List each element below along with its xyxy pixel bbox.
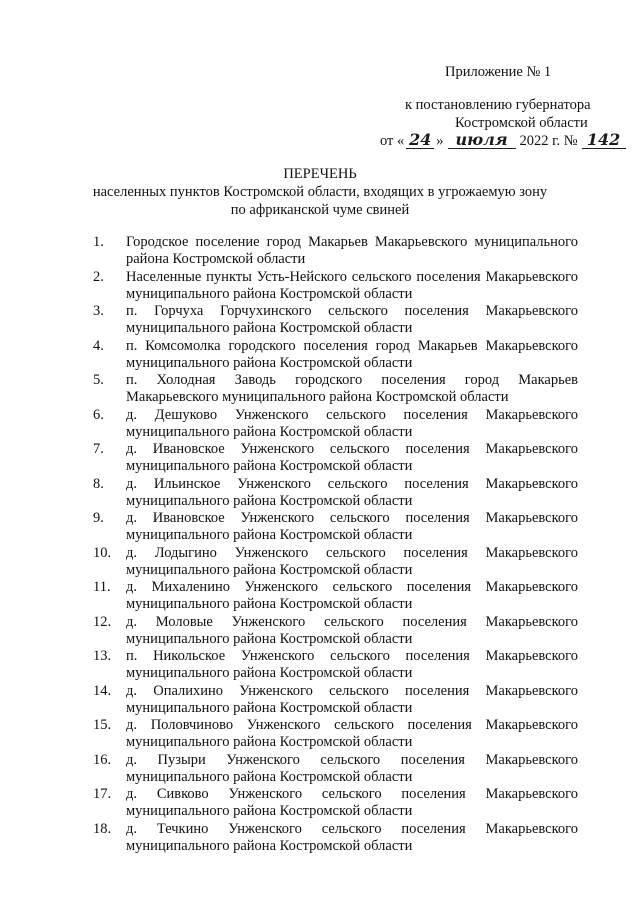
list-item-text: д. Лодыгино Унженского сельского поселения Макарьевского муниципального района Костромской области [126, 544, 578, 578]
year-and-number-label: 2022 г. № [519, 133, 578, 149]
list-item-number: 10. [93, 544, 112, 561]
list-item [93, 648, 578, 683]
list-item-text: п. Комсомолка городского поселения город Макарьев Макарьевского муниципального района Костромской области [126, 337, 578, 371]
list-item [93, 821, 578, 856]
settlements-list [93, 234, 578, 855]
list-item-number: 15. [93, 717, 112, 733]
list-item [93, 338, 578, 373]
list-item [93, 752, 578, 787]
list-item [93, 303, 578, 338]
list-item-number: 18. [93, 820, 112, 837]
list-item-number: 6. [93, 406, 104, 423]
list-item [93, 441, 578, 476]
list-item-text: д. Ивановское Унженского сельского поселения Макарьевского муниципального района Костромской области [126, 441, 578, 474]
document-title: ПЕРЕЧЕНЬ [283, 166, 357, 182]
list-item [93, 614, 578, 649]
list-item [93, 579, 578, 614]
list-item-text: д. Сивково Унженского сельского поселения Макарьевского муниципального района Костромской области [126, 786, 578, 819]
list-item-number: 13. [93, 648, 112, 664]
list-item-number: 3. [93, 303, 104, 319]
list-item-text: д. Половчиново Унженского сельского поселения Макарьевского муниципального района Костромской области [126, 717, 578, 750]
list-item [93, 269, 578, 304]
list-item-number: 12. [93, 613, 112, 630]
date-mid: » [436, 133, 444, 149]
list-item [93, 476, 578, 511]
list-item-number: 4. [93, 337, 104, 354]
list-item-number: 14. [93, 682, 112, 699]
date-prefix: от « [380, 133, 405, 149]
decree-date-line [380, 132, 626, 150]
list-item-number: 8. [93, 475, 104, 492]
list-item-text: Населенные пункты Усть-Нейского сельского поселения Макарьевского муниципального района Костромской области [126, 268, 578, 302]
list-item-number: 2. [93, 268, 104, 285]
list-item-text: д. Моловые Унженского сельского поселения Макарьевского муниципального района Костромской области [126, 613, 578, 647]
list-item [93, 407, 578, 442]
list-item [93, 510, 578, 545]
list-item [93, 234, 578, 269]
decree-reference-line2: Костромской области [455, 115, 588, 131]
list-item-number: 5. [93, 372, 104, 388]
list-item-number: 7. [93, 441, 104, 457]
document-subtitle-line1: населенных пунктов Костромской области, входящих в угрожаемую зону [92, 184, 548, 200]
handwritten-month: июля [448, 132, 516, 149]
list-item [93, 545, 578, 580]
list-item-text: п. Горчуха Горчухинского сельского поселения Макарьевского муниципального района Костромской области [126, 303, 578, 336]
list-item [93, 717, 578, 752]
list-item-text: д. Опалихино Унженского сельского поселения Макарьевского муниципального района Костромской области [126, 682, 578, 716]
decree-reference-line1: к постановлению губернатора [405, 97, 591, 113]
list-item [93, 372, 578, 407]
list-item-text: д. Михаленино Унженского сельского поселения Макарьевского муниципального района Костромской области [126, 579, 578, 612]
list-item-text: д. Ильинское Унженского сельского поселения Макарьевского муниципального района Костромской области [126, 475, 578, 509]
list-item [93, 786, 578, 821]
list-item-text: п. Холодная Заводь городского поселения город Макарьев Макарьевского муниципального района Костромской области [126, 372, 578, 405]
list-item-text: д. Дешуково Унженского сельского поселения Макарьевского муниципального района Костромской области [126, 406, 578, 440]
handwritten-day: 24 [406, 132, 434, 149]
list-item-text: д. Пузыри Унженского сельского поселения Макарьевского муниципального района Костромской области [126, 751, 578, 785]
list-item-number: 16. [93, 751, 112, 768]
list-item-text: п. Никольское Унженского сельского поселения Макарьевского муниципального района Костромской области [126, 648, 578, 681]
appendix-label: Приложение № 1 [445, 64, 552, 80]
document-subtitle-line2: по африканской чуме свиней [230, 202, 410, 218]
list-item-number: 11. [93, 579, 111, 595]
list-item-text: Городское поселение город Макарьев Макарьевского муниципального района Костромской области [126, 234, 578, 267]
handwritten-number: 142 [582, 132, 626, 149]
list-item-number: 1. [93, 234, 104, 250]
list-item-text: д. Ивановское Унженского сельского поселения Макарьевского муниципального района Костромской области [126, 510, 578, 543]
list-item-number: 17. [93, 786, 112, 802]
list-item [93, 683, 578, 718]
list-item-number: 9. [93, 510, 104, 526]
list-item-text: д. Течкино Унженского сельского поселения Макарьевского муниципального района Костромской области [126, 820, 578, 854]
